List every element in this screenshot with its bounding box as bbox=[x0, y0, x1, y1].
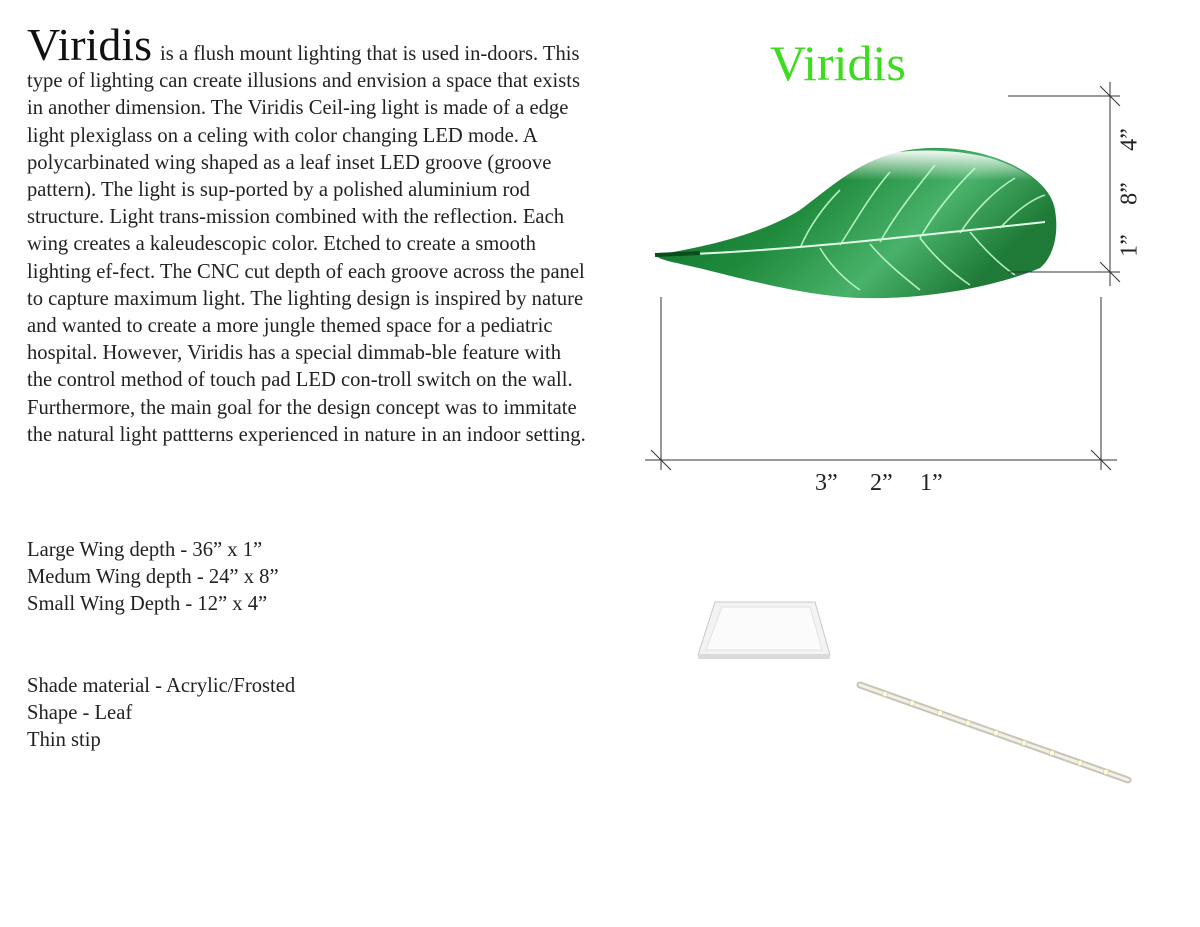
width-dimension bbox=[645, 297, 1117, 470]
leaf-illustration bbox=[655, 148, 1056, 298]
leaf-stem bbox=[655, 253, 700, 255]
intro-body: is a flush mount lighting that is used in-doors. This type of lighting can create illusions and envision a space that exists in another dimension. The Viridis Ceil-ing light is made of a edge light plexiglass on a celing with color changing LED mode. A polycarbinated wing shaped as a leaf inset LED groove (groove pattern). The light is sup-ported by a polished aluminium rod structure. Light trans-mission combined with the reflection. Each wing creates a kaleudescopic color. Etched to create a smooth lighting ef-fect. The CNC cut depth of each groove across the panel to capture maximum light. The lighting design is inspired by nature and wanted to create a more jungle themed space for a pediatric hospital. However, Viridis has a special dimmab-ble feature with the control method of touch pad LED con-troll switch on the wall. Furthermore, the main goal for the design concept was to immitate the natural light pattterns experienced in nature in an indoor setting. bbox=[27, 43, 586, 446]
led-strip-illustration bbox=[860, 685, 1128, 780]
width-dim-2: 2” bbox=[870, 470, 893, 496]
height-dim-8: 8” bbox=[1116, 182, 1143, 205]
spec-medium-wing: Medum Wing depth - 24” x 8” bbox=[27, 566, 279, 589]
spec-small-wing: Small Wing Depth - 12” x 4” bbox=[27, 593, 268, 616]
drawing-title: Viridis bbox=[770, 35, 906, 91]
height-dim-1: 1” bbox=[1116, 234, 1143, 257]
intro-title: Viridis bbox=[27, 19, 153, 70]
spec-shape: Shape - Leaf bbox=[27, 702, 133, 725]
spec-thin-strip: Thin stip bbox=[27, 729, 101, 752]
height-dim-4: 4” bbox=[1116, 128, 1143, 151]
led-panel-illustration bbox=[698, 602, 830, 659]
spec-large-wing: Large Wing depth - 36” x 1” bbox=[27, 539, 263, 561]
spec-shade-material: Shade material - Acrylic/Frosted bbox=[27, 675, 296, 697]
width-dim-1: 1” bbox=[920, 470, 943, 496]
width-dim-3: 3” bbox=[815, 470, 838, 496]
